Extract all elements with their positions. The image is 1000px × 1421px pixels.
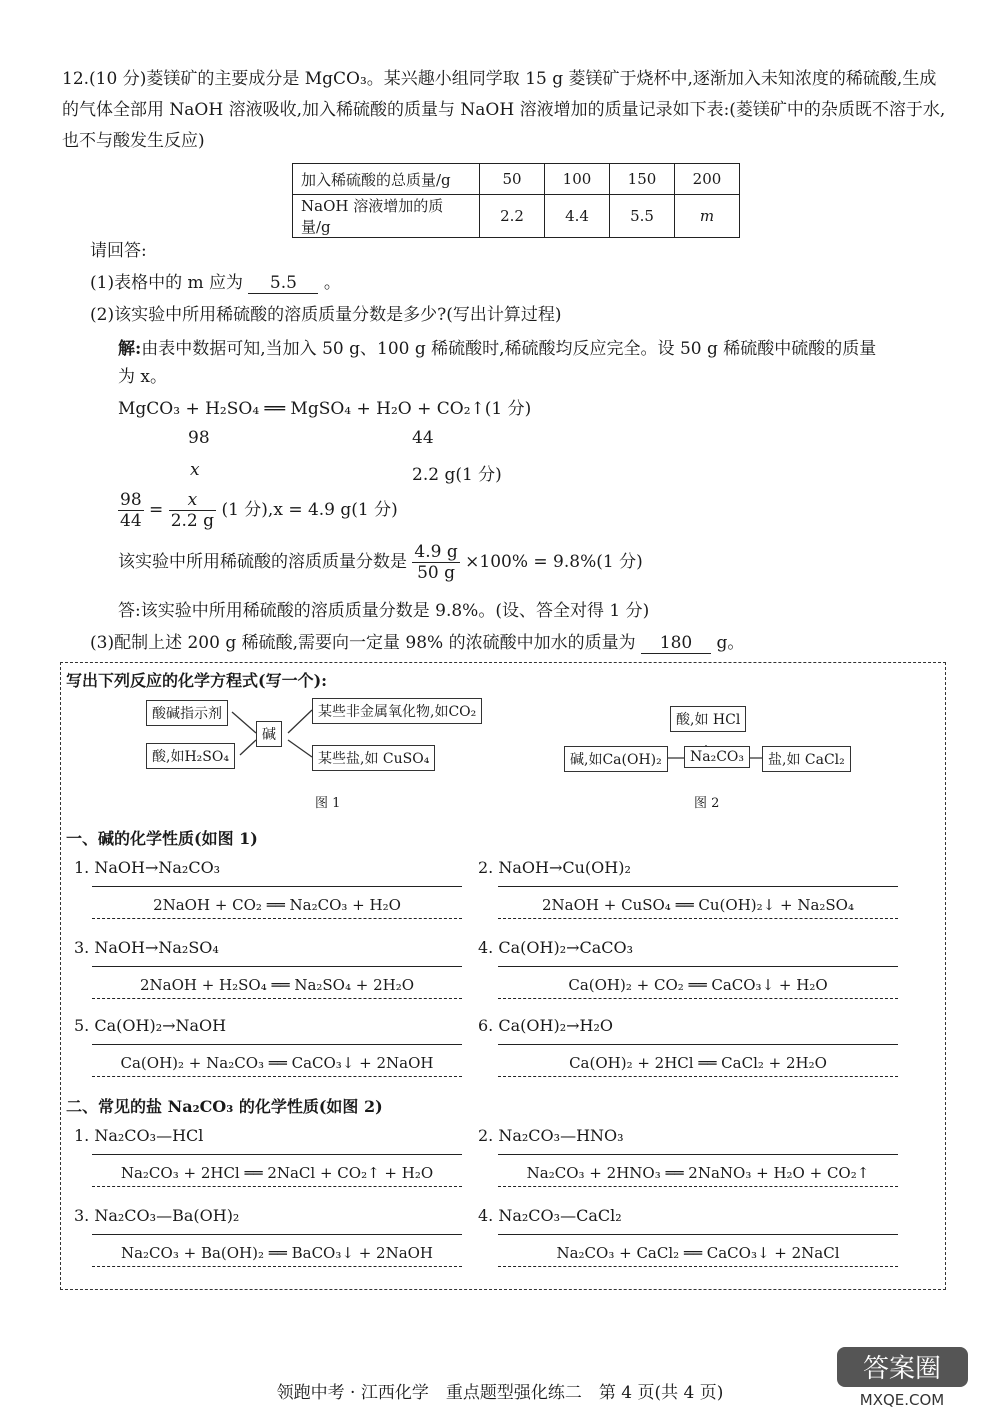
rule xyxy=(498,1186,898,1187)
item-2-prompt: 2. NaOH→Cu(OH)₂ xyxy=(478,858,631,877)
rule xyxy=(92,1154,462,1155)
mass-2-2g: 2.2 g(1 分) xyxy=(412,465,502,485)
rule xyxy=(92,918,462,919)
item-9-equation: Na₂CO₃ + Ba(OH)₂ ══ BaCO₃↓ + 2NaOH xyxy=(120,1244,434,1262)
fig1-acid: 酸,如H₂SO₄ xyxy=(146,743,235,769)
svg-text:MXQE.COM: MXQE.COM xyxy=(859,1391,945,1409)
ratio-tail: (1 分),x = 4.9 g(1 分) xyxy=(221,500,398,520)
fig1-nonmetal-oxide: 某些非金属氧化物,如CO₂ xyxy=(312,698,482,724)
question-12-stem: 12.(10 分)菱镁矿的主要成分是 MgCO₃。某兴趣小组同学取 15 g 菱镁矿于烧杯中,逐渐加入未知浓度的稀硫酸,生成的气体全部用 NaOH 溶液吸收,加入稀硫酸的质量与 NaOH 溶液增加的质量记录如下表:(菱镁矿中的杂质既不溶于水,也不与酸发生反应) xyxy=(62,69,946,151)
fraction-percent: $\frac{4.9 g}{50 g}$ xyxy=(414,542,458,583)
rule xyxy=(498,1044,898,1045)
box-title: 写出下列反应的化学方程式(写一个): xyxy=(66,671,328,690)
section-2-heading: 二、常见的盐 Na₂CO₃ 的化学性质(如图 2) xyxy=(66,1097,383,1116)
table-cell: m xyxy=(675,195,740,238)
rule xyxy=(498,998,898,999)
item-8-equation: Na₂CO₃ + 2HNO₃ ══ 2NaNO₃ + H₂O + CO₂↑ xyxy=(526,1164,870,1182)
rule xyxy=(92,1044,462,1045)
item-4-prompt: 4. Ca(OH)₂→CaCO₃ xyxy=(478,938,634,957)
rule xyxy=(498,1234,898,1235)
item-3-equation: 2NaOH + H₂SO₄ ══ Na₂SO₄ + 2H₂O xyxy=(139,976,415,994)
part-3-text: (3)配制上述 200 g 稀硫酸,需要向一定量 98% 的浓硫酸中加水的质量为 xyxy=(90,633,636,653)
item-1-prompt: 1. NaOH→Na₂CO₃ xyxy=(74,858,221,877)
part-2: (2)该实验中所用稀硫酸的溶质质量分数是多少?(写出计算过程) xyxy=(90,305,562,325)
item-1-equation: 2NaOH + CO₂ ══ Na₂CO₃ + H₂O xyxy=(153,896,401,914)
ratio-line: $\frac{98}{44}$ = $\frac{x}{2.2 g}$ (1 分),x = 4.9 g(1 分) xyxy=(120,490,398,531)
item-9-prompt: 3. Na₂CO₃—Ba(OH)₂ xyxy=(74,1206,240,1225)
fig2-salt: 盐,如 CaCl₂ xyxy=(762,746,851,772)
item-3-prompt: 3. NaOH→Na₂SO₄ xyxy=(74,938,219,957)
fraction-x-2-2: $\frac{x}{2.2 g}$ xyxy=(170,490,215,531)
item-5-prompt: 5. Ca(OH)₂→NaOH xyxy=(74,1016,227,1035)
item-6-prompt: 6. Ca(OH)₂→H₂O xyxy=(478,1016,613,1035)
fig1-base-center: 碱 xyxy=(256,721,282,747)
percent-text: 该实验中所用稀硫酸的溶质质量分数是 xyxy=(118,552,407,572)
fig2-base: 碱,如Ca(OH)₂ xyxy=(564,746,668,772)
rule xyxy=(92,1234,462,1235)
rule xyxy=(498,1076,898,1077)
table-cell: 200 xyxy=(675,164,740,195)
part-1-end: 。 xyxy=(323,273,341,293)
table-row2-label: NaOH 溶液增加的质量/g xyxy=(293,195,480,238)
rule xyxy=(498,1266,898,1267)
rule xyxy=(498,966,898,967)
fig1-indicator: 酸碱指示剂 xyxy=(146,700,228,726)
rule xyxy=(92,966,462,967)
please-answer: 请回答: xyxy=(90,241,147,261)
svg-text:答案圈: 答案圈 xyxy=(862,1354,942,1384)
percent-result: ×100% = 9.8%(1 分) xyxy=(465,552,643,572)
section-1-heading: 一、碱的化学性质(如图 1) xyxy=(66,829,258,848)
rule xyxy=(498,1154,898,1155)
rule xyxy=(498,886,898,887)
item-10-prompt: 4. Na₂CO₃—CaCl₂ xyxy=(478,1206,622,1225)
reaction-equation: MgCO₃ + H₂SO₄ ══ MgSO₄ + H₂O + CO₂↑(1 分) xyxy=(118,399,532,419)
solution-label: 解: xyxy=(118,339,142,359)
rule xyxy=(92,886,462,887)
part-3-answer: 180 xyxy=(641,633,711,654)
mass-44: 44 xyxy=(412,428,434,448)
mass-98: 98 xyxy=(188,428,210,448)
item-10-equation: Na₂CO₃ + CaCl₂ ══ CaCO₃↓ + 2NaCl xyxy=(556,1244,840,1262)
table-cell: 150 xyxy=(610,164,675,195)
item-2-equation: 2NaOH + CuSO₄ ══ Cu(OH)₂↓ + Na₂SO₄ xyxy=(542,896,854,914)
table-cell: 50 xyxy=(480,164,545,195)
rule xyxy=(498,918,898,919)
table-cell: 4.4 xyxy=(545,195,610,238)
fig2-caption: 图 2 xyxy=(694,796,720,811)
part-3-end: g。 xyxy=(716,633,745,653)
watermark-logo xyxy=(835,1345,970,1410)
item-5-equation: Ca(OH)₂ + Na₂CO₃ ══ CaCO₃↓ + 2NaOH xyxy=(120,1054,434,1072)
fig2-center: Na₂CO₃ xyxy=(684,746,750,768)
table-cell: 5.5 xyxy=(610,195,675,238)
fig2-acid: 酸,如 HCl xyxy=(670,706,746,732)
part-1-answer: 5.5 xyxy=(248,273,318,294)
item-8-prompt: 2. Na₂CO₃—HNO₃ xyxy=(478,1126,624,1145)
part-1-text: (1)表格中的 m 应为 xyxy=(90,273,244,293)
item-7-prompt: 1. Na₂CO₃—HCl xyxy=(74,1126,204,1145)
solution-text: 由表中数据可知,当加入 50 g、100 g 稀硫酸时,稀硫酸均反应完全。设 50 g 稀硫酸中硫酸的质量 xyxy=(141,339,877,359)
item-6-equation: Ca(OH)₂ + 2HCl ══ CaCl₂ + 2H₂O xyxy=(569,1054,827,1072)
fig1-caption: 图 1 xyxy=(315,796,341,811)
rule xyxy=(92,998,462,999)
page-footer: 领跑中考 · 江西化学 重点题型强化练二 第 4 页(共 4 页) xyxy=(276,1383,724,1403)
mass-x: x xyxy=(190,460,200,480)
solution-line-2: 为 x。 xyxy=(118,367,167,387)
fraction-98-44: $\frac{98}{44}$ xyxy=(120,490,142,531)
final-answer: 答:该实验中所用稀硫酸的溶质质量分数是 9.8%。(设、答全对得 1 分) xyxy=(118,601,650,621)
table-cell: 2.2 xyxy=(480,195,545,238)
item-7-equation: Na₂CO₃ + 2HCl ══ 2NaCl + CO₂↑ + H₂O xyxy=(120,1164,434,1182)
rule xyxy=(92,1266,462,1267)
fig1-salt: 某些盐,如 CuSO₄ xyxy=(312,745,435,771)
table-row1-label: 加入稀硫酸的总质量/g xyxy=(293,164,480,195)
item-4-equation: Ca(OH)₂ + CO₂ ══ CaCO₃↓ + H₂O xyxy=(568,976,828,994)
rule xyxy=(92,1076,462,1077)
rule xyxy=(92,1186,462,1187)
table-cell: 100 xyxy=(545,164,610,195)
